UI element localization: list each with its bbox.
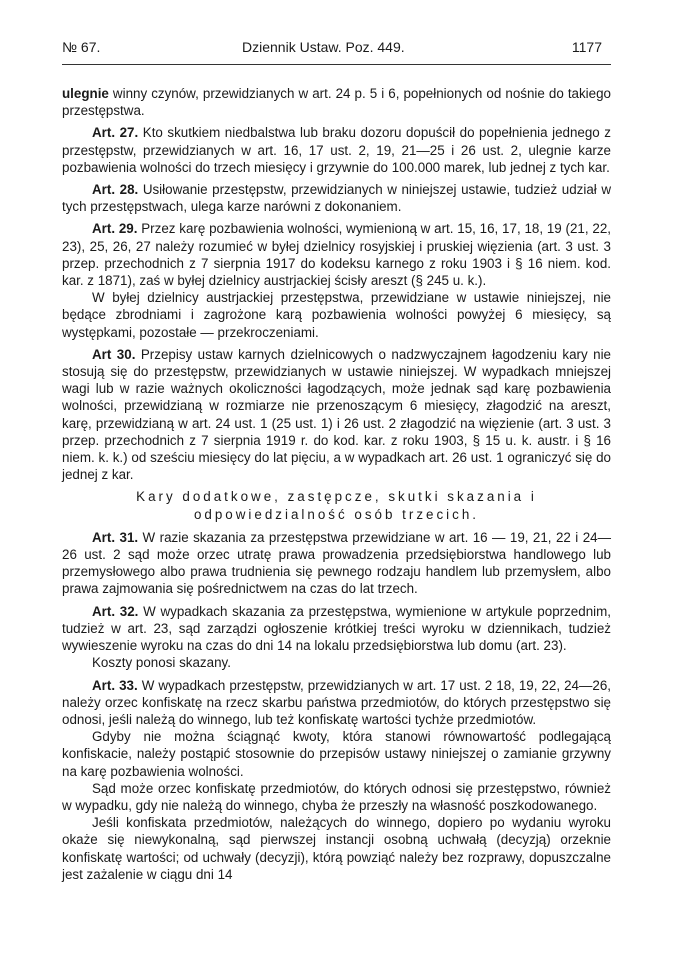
article-label: Art. 27.: [92, 125, 139, 141]
paragraph-text: Kto skutkiem niedbalstwa lub braku dozoru dopuścił do popełnienia jednego z przestępstw, przewidzianych w art. 16, 17 ust. 2, 19, 21—25 i 26 ust. 2, ulegnie karze pozbawienia wolności do trzech miesięcy i grzywnie do 100.000 marek, lub jednej z tych kar.: [62, 125, 611, 175]
article-paragraph: [62, 220, 611, 289]
paragraph-text: Usiłowanie przestępstw, przewidzianych w niniejszej ustawie, tudzież udział w tych przestępstwach, ulega karze narówni z dokonaniem.: [62, 182, 611, 215]
article-paragraph: [62, 181, 611, 215]
article-label: Art. 33.: [92, 677, 138, 693]
header-rule: [62, 64, 611, 65]
paragraph: [62, 654, 611, 671]
issue-number: № 67.: [62, 39, 101, 55]
paragraph-text: Sąd może orzec konfiskatę przedmiotów, do których odnosi się przestępstwo, również w wypadku, gdy nie należą do winnego, chyba że przeszły na własność poszkodowanego.: [62, 780, 611, 813]
paragraph-text: W wypadkach przestępstw, przewidzianych w art. 17 ust. 2 18, 19, 22, 24—26, należy orzec konfiskatę na rzecz skarbu państwa przedmiotów, do których przestępstwo się odnosi, jeśli należą do winnego, lub też konfiskatę wartości tychże przedmiotów.: [62, 677, 611, 727]
paragraph: [62, 728, 611, 780]
article-label: Art. 32.: [92, 603, 139, 619]
article-label: Art. 29.: [92, 221, 138, 237]
article-paragraph: [62, 603, 611, 655]
journal-title: Dziennik Ustaw. Poz. 449.: [242, 39, 405, 55]
paragraph-text: Gdyby nie można ściągnąć kwoty, która stanowi równowartość podlegającą konfiskacie, należy postąpić stosownie do przepisów ustawy niniejszej o zamianie grzywny na karę pozbawienia wolności.: [62, 729, 611, 779]
paragraph-text: W wypadkach skazania za przestępstwa, wymienione w artykule poprzednim, tudzież w art. 23, sąd zarządzi ogłoszenie krótkiej treści wyroku w dziennikach, tudzież wywieszenie wyroku na czas do dni 14 na lokalu przedsiębiorstwa lub domu (art. 23).: [62, 603, 611, 654]
lead-word: ulegnie: [62, 86, 109, 101]
article-paragraph: [62, 346, 611, 484]
paragraph-text: Jeśli konfiskata przedmiotów, należących do winnego, dopiero po wydaniu wyroku okaże się niewykonalną, sąd pierwszej instancji osobną uchwałą (decyzją) orzeknie konfiskatę wartości; od uchwały (decyzji), którą powziąć należy bez rozprawy, dopuszczalne jest zażalenie w ciągu dni 14: [62, 815, 611, 882]
page-header: [62, 36, 610, 58]
paragraph: [62, 780, 611, 814]
paragraph: [62, 85, 611, 119]
article-label: Art. 28.: [92, 182, 139, 198]
article-label: Art 30.: [92, 346, 136, 362]
article-paragraph: [62, 529, 611, 598]
paragraph-text: winny czynów, przewidzianych w art. 24 p. 5 i 6, popełnionych od nośnie do takiego przestępstwa.: [62, 86, 611, 119]
paragraph-text: Przepisy ustaw karnych dzielnicowych o nadzwyczajnem łagodzeniu kary nie stosują się do przestępstw, przewidzianych w ustawie niniejszej. W wypadkach mniejszej wagi lub w razie ważnych okoliczności łagodzących, może jednak sąd karę pozbawienia wolności, przewidzianą w rozmiarze nie przenoszącym 6 miesięcy, złagodzić na areszt, karę, przewidzianą w art. 24 ust. 1 (25 ust. 1) i 26 ust. 2 złagodzić na więzienie (art. 3 ust. 3 przep. przechodnich z 7 sierpnia 1919 r. do kod. kar. z roku 1903, § 15 u. k. austr. i § 16 niem. k. k.) od sześciu miesięcy do lat pięciu, a w wypadkach art. 26 ust. 1 ograniczyć się do jednej z kar.: [62, 346, 611, 483]
article-paragraph: [62, 124, 611, 176]
paragraph: [62, 289, 611, 341]
article-paragraph: [62, 677, 611, 729]
paragraph-text: W byłej dzielnicy austrjackiej przestępstwa, przewidziane w ustawie niniejszej, nie będące zbrodniami i zagrożone karą pozbawienia wolności powyżej 6 miesięcy, są występkami, pozostałe — przekroczeniami.: [62, 290, 611, 340]
document-body: [62, 85, 611, 888]
article-label: Art. 31.: [92, 529, 139, 545]
paragraph-text: Przez karę pozbawienia wolności, wymienioną w art. 15, 16, 17, 18, 19 (21, 22, 23), 25, 26, 27 należy rozumieć w byłej dzielnicy rosyjskiej i pruskiej więzienia (art. 3 ust. 3 przep. przechodnich z 7 sierpnia 1917 do kodeksu karnego z roku 1903 i § 16 niem. kod. kar. z 1871), zaś w byłej dzielnicy austrjackiej ścisły areszt (§ 245 u. k.).: [62, 221, 611, 289]
page-number: 1177: [571, 39, 602, 55]
paragraph-text: W razie skazania za przestępstwa przewidziane w art. 16 — 19, 21, 22 i 24—26 ust. 2 sąd może orzec utratę prawa prowadzenia przedsiębiorstwa handlowego lub przemysłowego albo prawa trudnienia się pewnego rodzaju handlem lub przemysłem, albo prawa zajmowania się pośrednictwem na czas do lat trzech.: [62, 529, 611, 597]
paragraph: [62, 814, 611, 883]
paragraph-text: Koszty ponosi skazany.: [92, 655, 231, 671]
section-heading: Kary dodatkowe, zastępcze, skutki skazania i odpowiedzialność osób trzecich.: [136, 489, 537, 522]
